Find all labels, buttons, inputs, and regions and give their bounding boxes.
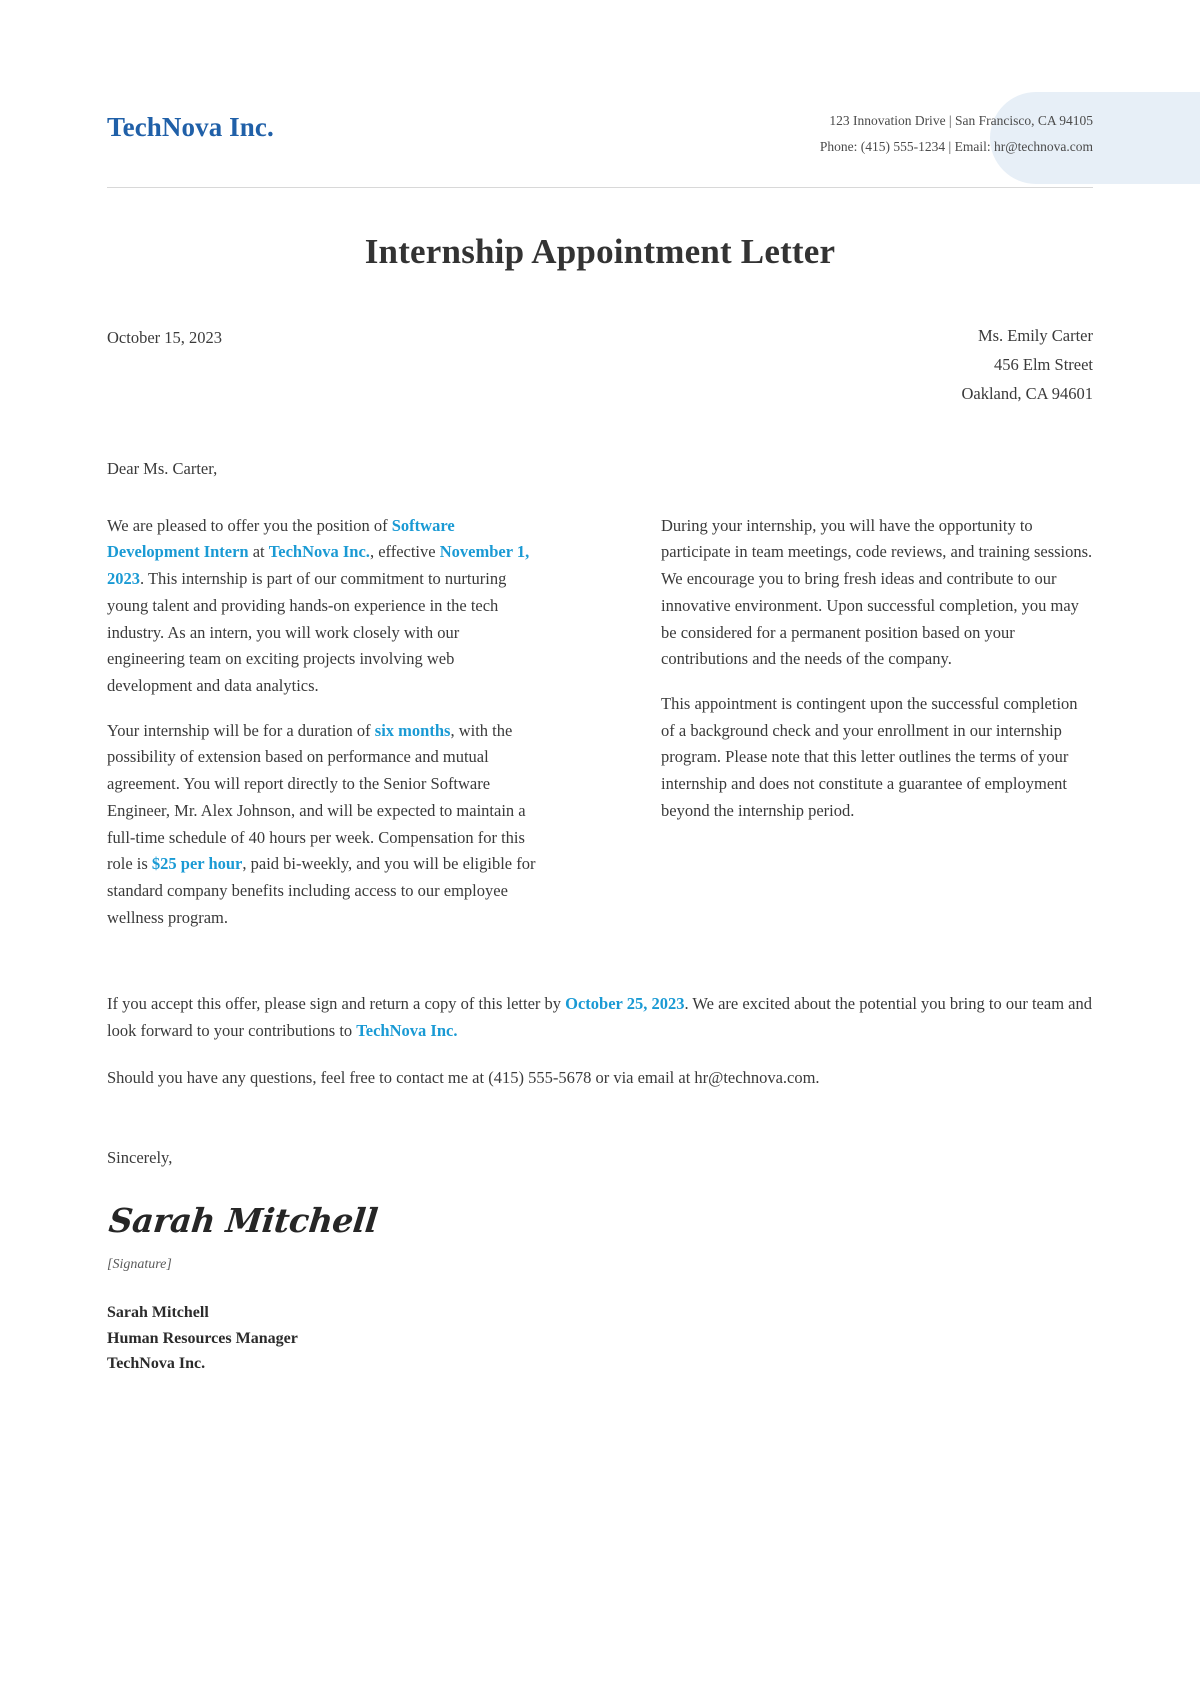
sign-off: Sincerely, — [107, 1147, 173, 1167]
handwritten-signature: Sarah Mitchell — [107, 1200, 380, 1240]
highlight-company-name: TechNova Inc. — [268, 542, 370, 562]
body-column-right — [661, 513, 1093, 932]
company-name: TechNova Inc. — [107, 112, 274, 142]
right-paragraph-1: During your internship, you will have the opportunity to participate in team meetings, code reviews, and training sessions. We encourage you to bring fresh ideas and contribute to our innovative environment. Upon successful completion, you may be considered for a permanent position based on your contributions and the needs of the company. — [661, 515, 1093, 669]
left-paragraph-2 — [107, 718, 539, 932]
signature-caption: [Signature] — [107, 1256, 172, 1272]
signer-block — [107, 1300, 1093, 1378]
closing-block — [107, 991, 1093, 1091]
closing-paragraph-2: Should you have any questions, feel free to contact me at (415) 555-5678 or via email at hr@technova.com. — [107, 1067, 820, 1087]
signer-name: Sarah Mitchell — [107, 1303, 209, 1321]
left-paragraph-1 — [107, 513, 539, 700]
left-p2-text-1: Your internship will be for a duration of — [107, 720, 375, 740]
left-p1-text-3: , effective — [369, 542, 440, 562]
right-paragraph-2: This appointment is contingent upon the successful completion of a background check and your enrollment in our internship program. Please note that this letter outlines the terms of your internship and does not constitute a guarantee of employment beyond the internship period. — [661, 694, 1078, 820]
header-divider — [107, 187, 1093, 188]
closing-p1-text-1: If you accept this offer, please sign and return a copy of this letter by — [107, 994, 566, 1014]
letter-body-columns — [107, 513, 1093, 932]
highlight-company-name-closing: TechNova Inc. — [356, 1021, 458, 1041]
company-contact-block — [820, 108, 1093, 161]
left-p1-text-4: . This internship is part of our commitment to nurturing young talent and providing hands-on experience in the tech industry. As an intern, you will work closely with our engineering team on exciting projects involving web development and data analytics. — [107, 569, 507, 696]
highlight-reply-deadline: October 25, 2023 — [565, 994, 685, 1014]
left-p2-text-3: , paid bi-weekly, and you will be eligible for standard company benefits including access to our employee wellness program. — [107, 854, 536, 927]
recipient-street: 456 Elm Street — [994, 354, 1093, 374]
left-p2-text-2: , with the possibility of extension based on performance and mutual agreement. You will report directly to the Senior Software Engineer, Mr. Alex Johnson, and will be expected to maintain a full-time schedule of 40 hours per week. Compensation for this role is — [107, 720, 526, 874]
salutation: Dear Ms. Carter, — [107, 458, 218, 478]
highlight-duration: six months — [374, 720, 451, 740]
letterhead — [107, 0, 1093, 161]
signer-job-title: Human Resources Manager — [107, 1329, 298, 1347]
closing-p1-text-2: . We are excited about the potential you bring to our team and look forward to your contributions to — [107, 994, 1092, 1041]
recipient-name: Ms. Emily Carter — [977, 325, 1093, 345]
company-address-line: 123 Innovation Drive | San Francisco, CA 94105 — [829, 113, 1093, 128]
company-contact-line: Phone: (415) 555-1234 | Email: hr@technova.com — [819, 139, 1093, 155]
left-p1-text-1: We are pleased to offer you the position of — [107, 515, 392, 535]
highlight-start-date: November 1, 2023 — [107, 542, 530, 589]
left-p1-text-2: at — [248, 542, 269, 562]
highlight-position-title: Software Development Intern — [107, 515, 455, 562]
page-title: Internship Appointment Letter — [364, 231, 836, 271]
recipient-city-state-zip: Oakland, CA 94601 — [961, 384, 1093, 404]
recipient-address-block — [961, 321, 1093, 409]
body-column-left — [107, 513, 539, 932]
highlight-pay-rate: $25 per hour — [151, 854, 243, 874]
letter-meta-row — [107, 321, 1093, 409]
closing-paragraph-1 — [107, 991, 1093, 1044]
letter-date: October 15, 2023 — [107, 327, 223, 347]
signer-company: TechNova Inc. — [107, 1355, 206, 1373]
